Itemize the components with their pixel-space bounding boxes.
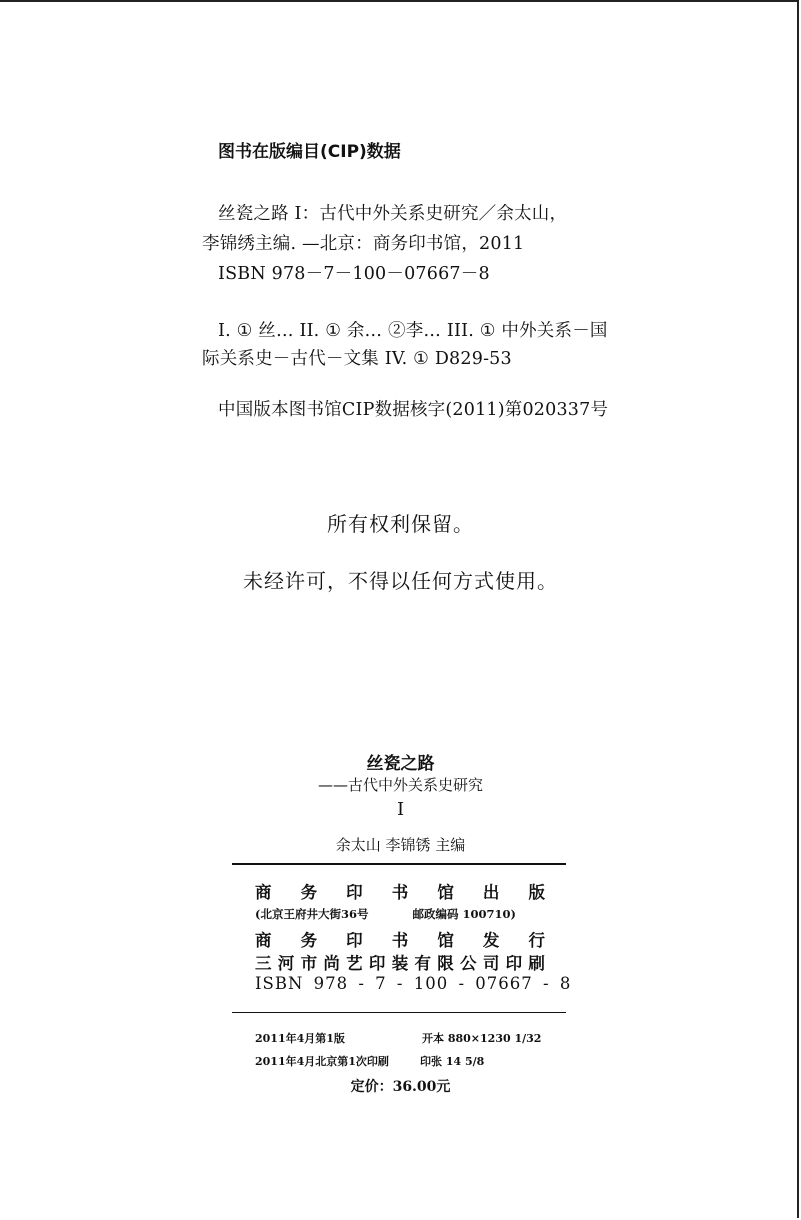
distributor-char: 发 [482,931,500,950]
distributor-char: 印 [346,931,363,950]
printer-char: 三 [255,954,272,973]
distributor-char: 书 [391,931,409,950]
publisher-char: 馆 [437,883,454,902]
publisher-address-line [255,906,516,922]
printer-char: 有 [414,954,431,973]
publisher-postcode: 邮政编码 100710) [412,907,516,921]
publisher-line [255,879,545,903]
edition-info: 2011年4月第1版 [255,1032,345,1045]
printer-char: 公 [460,954,477,973]
printer-line [255,950,545,974]
distributor-char: 馆 [437,931,454,950]
printer-char: 尚 [323,954,340,973]
distributor-char: 务 [300,931,318,950]
distributor-char: 商 [255,931,272,950]
publisher-char: 务 [300,883,318,902]
printer-char: 装 [391,954,409,973]
rights-reserved: 所有权利保留。 [327,512,474,536]
colophon-subtitle: ——古代中外关系史研究 [317,776,483,794]
cip-record-number: 中国版本图书馆CIP数据核字(2011)第020337号 [218,400,609,420]
colophon-title: 丝瓷之路 [366,754,435,774]
publisher-char: 印 [346,883,363,902]
cip-line-isbn: ISBN 978－7－100－07667－8 [218,264,490,284]
colophon-editors: 余太山 李锦锈 主编 [335,836,466,854]
printer-char: 印 [505,954,523,973]
cip-heading: 图书在版编目(CIP)数据 [218,142,401,162]
printer-char: 印 [368,954,386,973]
cip-line-editors: 李锦绣主编. —北京：商务印书馆，2011 [202,234,525,254]
cip-line-subjects: I. ① 丝… II. ① 余… ②李… III. ① 中外关系－国 [218,321,608,341]
cip-line-title: 丝瓷之路 I：古代中外关系史研究／余太山， [218,204,568,224]
printer-char: 刷 [528,954,545,973]
distributor-char: 行 [528,931,545,950]
printer-char: 限 [437,954,454,973]
publisher-char: 出 [482,883,500,902]
format-info: 开本 880×1230 1/32 [422,1032,542,1045]
distributor-line [255,927,545,951]
publisher-char: 书 [391,883,409,902]
publisher-char: 商 [255,883,272,902]
printer-char: 艺 [346,954,363,973]
colophon-bottom-rule [232,1012,566,1013]
printer-char: 司 [482,954,500,973]
sheets-info: 印张 14 5/8 [420,1055,485,1068]
price-label: 定价：36.00元 [350,1079,451,1095]
colophon-isbn: ISBN 978 - 7 - 100 - 07667 - 8 [255,974,572,993]
printing-info: 2011年4月北京第1次印刷 [255,1055,389,1068]
printer-char: 市 [300,954,318,973]
printer-char: 河 [277,954,295,973]
colophon-top-rule [232,863,566,865]
colophon-volume: I [396,799,405,820]
publisher-char: 版 [528,883,545,902]
rights-notice: 未经许可，不得以任何方式使用。 [243,569,558,593]
cip-line-classification: 际关系史－古代－文集 IV. ① D829-53 [202,349,512,369]
publisher-address: (北京王府井大街36号 [255,907,369,921]
